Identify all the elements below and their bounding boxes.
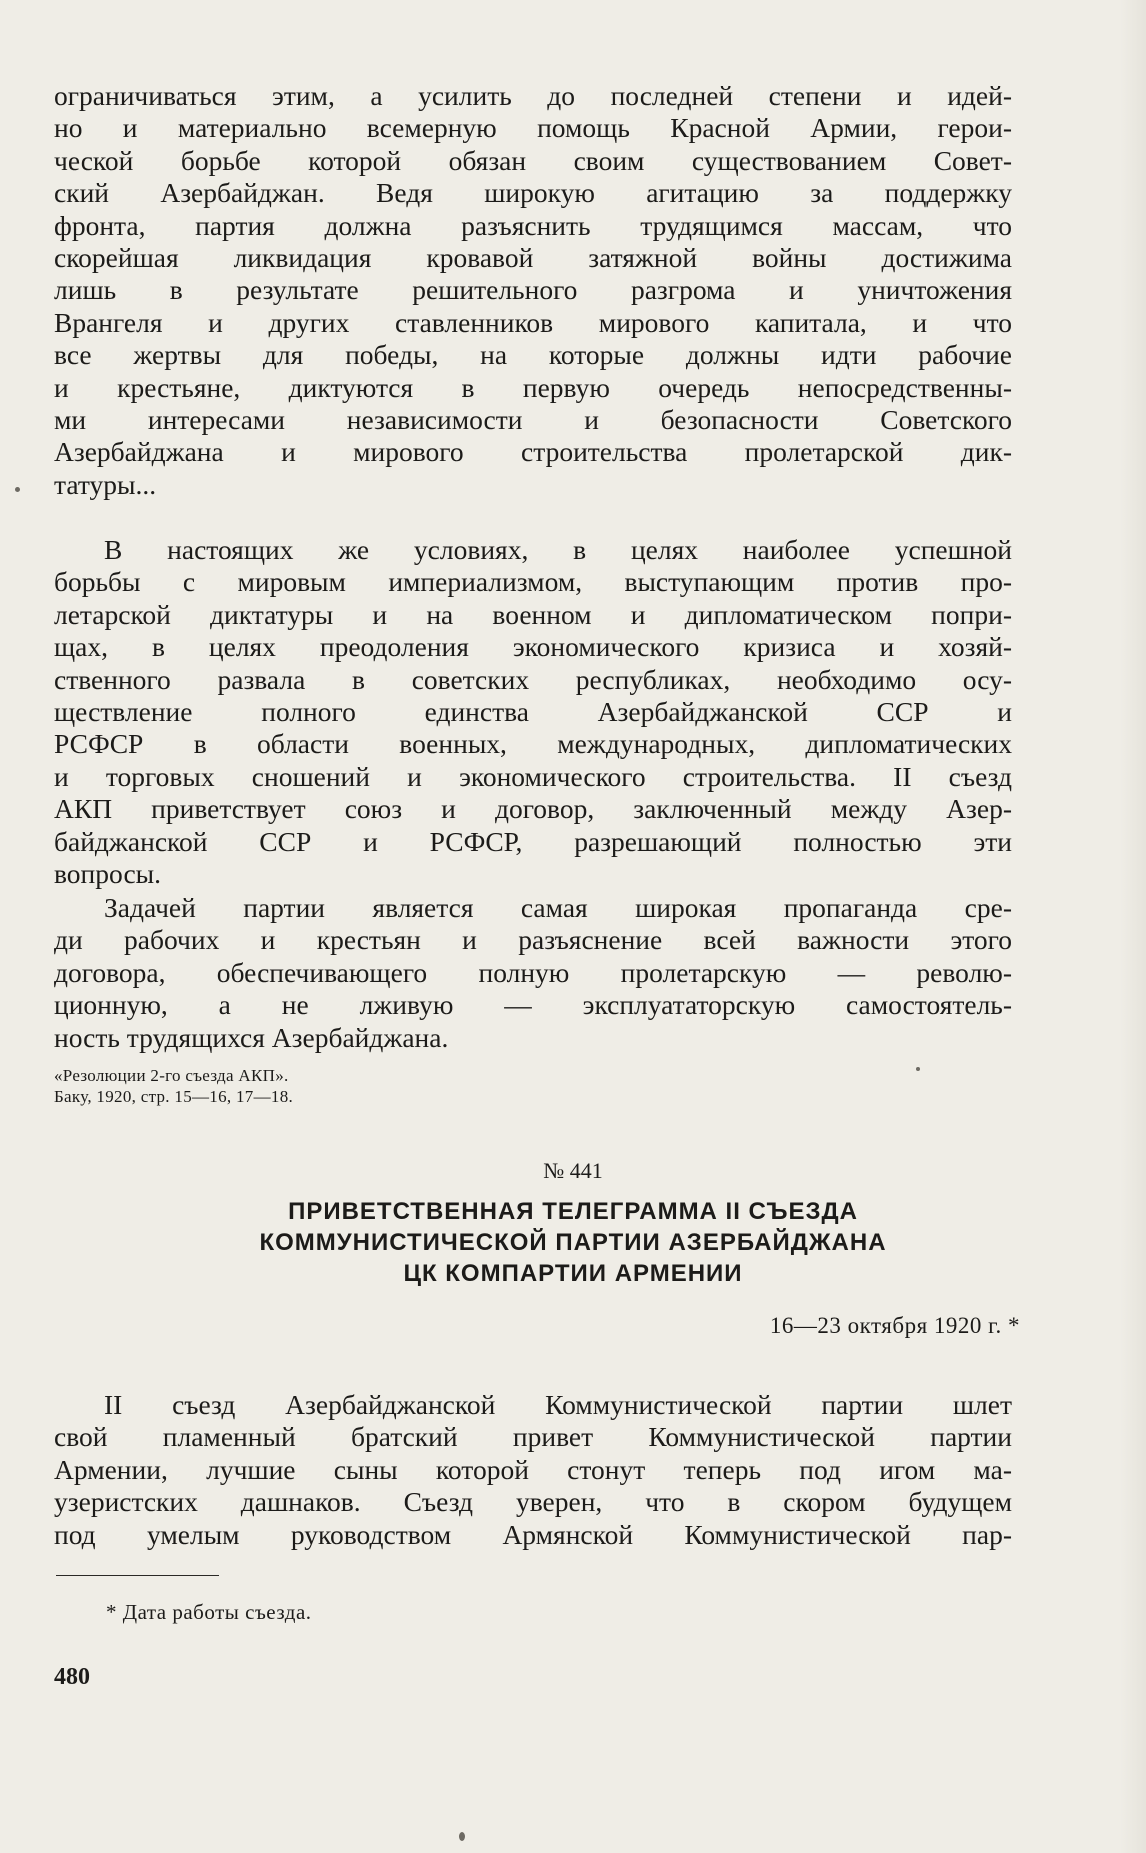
text-line: байджанской ССР и РСФСР, разрешающий полностью эти — [54, 825, 1012, 857]
document-title — [0, 1196, 1146, 1289]
text-line: фронта, партия должна разъяснить трудящимся массам, что — [54, 209, 1012, 241]
text-line: II съезд Азербайджанской Коммунистической партии шлет — [104, 1389, 1012, 1420]
text-line: ственного развала в советских республиках, необходимо осу- — [54, 663, 1012, 695]
text-line: АКП приветствует союз и договор, заключенный между Азер- — [54, 793, 1012, 825]
text-line: узеристских дашнаков. Съезд уверен, что в скором будущем — [54, 1486, 1012, 1518]
text-line: ди рабочих и крестьян и разъяснение всей важности этого — [54, 924, 1012, 956]
text-line: ность трудящихся Азербайджана. — [54, 1021, 449, 1053]
telegram-text — [54, 1389, 1012, 1551]
source-reference — [54, 1065, 293, 1107]
text-line: летарской диктатуры и на военном и дипломатическом попри- — [54, 598, 1012, 630]
source-line: Баку, 1920, стр. 15—16, 17—18. — [54, 1087, 294, 1106]
text-line: свой пламенный братский привет Коммунистической партии — [54, 1421, 1012, 1453]
text-line: Армении, лучшие сыны которой стонут теперь под игом ма- — [54, 1453, 1012, 1485]
source-line: «Резолюции 2-го съезда АКП». — [54, 1066, 289, 1085]
text-line: Азербайджана и мирового строительства пролетарской дик- — [54, 436, 1012, 468]
footnote-divider — [56, 1575, 219, 1576]
text-line: ческой борьбе которой обязан своим существованием Совет- — [54, 144, 1012, 176]
text-line: Врангеля и других ставленников мирового капитала, и что — [54, 306, 1012, 338]
text-line: но и материально всемерную помощь Красной Армии, герои- — [54, 112, 1012, 144]
text-line: ограничиваться этим, а усилить до последней степени и идей- — [54, 80, 1012, 111]
text-line: ский Азербайджан. Ведя широкую агитацию за поддержку — [54, 177, 1012, 209]
text-line: РСФСР в области военных, международных, дипломатических — [54, 728, 1012, 760]
text-line: под умелым руководством Армянской Коммунистической пар- — [54, 1518, 1012, 1550]
text-line: и торговых сношений и экономического строительства. II съезд — [54, 760, 1012, 792]
text-line: договора, обеспечивающего полную пролетарскую — револю- — [54, 956, 1012, 988]
text-line: все жертвы для победы, на которые должны идти рабочие — [54, 339, 1012, 371]
page-edge-shadow — [1120, 0, 1146, 1853]
text-line: борьбы с мировым империализмом, выступающим против про- — [54, 566, 1012, 598]
paragraph-1 — [54, 80, 1012, 501]
text-line: и крестьяне, диктуются в первую очередь непосредственны- — [54, 371, 1012, 403]
text-line: В настоящих же условиях, в целях наиболее успешной — [104, 534, 1012, 565]
text-line: лишь в результате решительного разгрома и уничтожения — [54, 274, 1012, 306]
scan-speck — [916, 1067, 920, 1071]
text-line: татуры... — [54, 468, 157, 500]
document-number: № 441 — [543, 1158, 603, 1183]
paragraph-3 — [54, 892, 1012, 1054]
footnote: * Дата работы съезда. — [106, 1600, 312, 1624]
text-line: скорейшая ликвидация кровавой затяжной войны достижима — [54, 242, 1012, 274]
page-number: 480 — [54, 1664, 90, 1690]
text-line: щах, в целях преодоления экономического кризиса и хозяй- — [54, 631, 1012, 663]
title-line: ПРИВЕТСТВЕННАЯ ТЕЛЕГРАММА II СЪЕЗДА — [288, 1198, 858, 1225]
text-line: вопросы. — [54, 858, 162, 890]
document-date: 16—23 октября 1920 г. * — [769, 1313, 1020, 1338]
title-line: КОММУНИСТИЧЕСКОЙ ПАРТИИ АЗЕРБАЙДЖАНА — [259, 1229, 887, 1256]
title-line: ЦК КОМПАРТИИ АРМЕНИИ — [403, 1260, 743, 1287]
scan-speck — [459, 1832, 465, 1841]
scan-speck — [15, 487, 20, 492]
text-line: ми интересами независимости и безопасности Советского — [54, 404, 1012, 436]
text-line: ционную, а не лживую — эксплуататорскую самостоятель- — [54, 989, 1012, 1021]
text-line: ществление полного единства Азербайджанской ССР и — [54, 696, 1012, 728]
text-line: Задачей партии является самая широкая пропаганда сре- — [104, 892, 1012, 923]
paragraph-2 — [54, 534, 1012, 890]
